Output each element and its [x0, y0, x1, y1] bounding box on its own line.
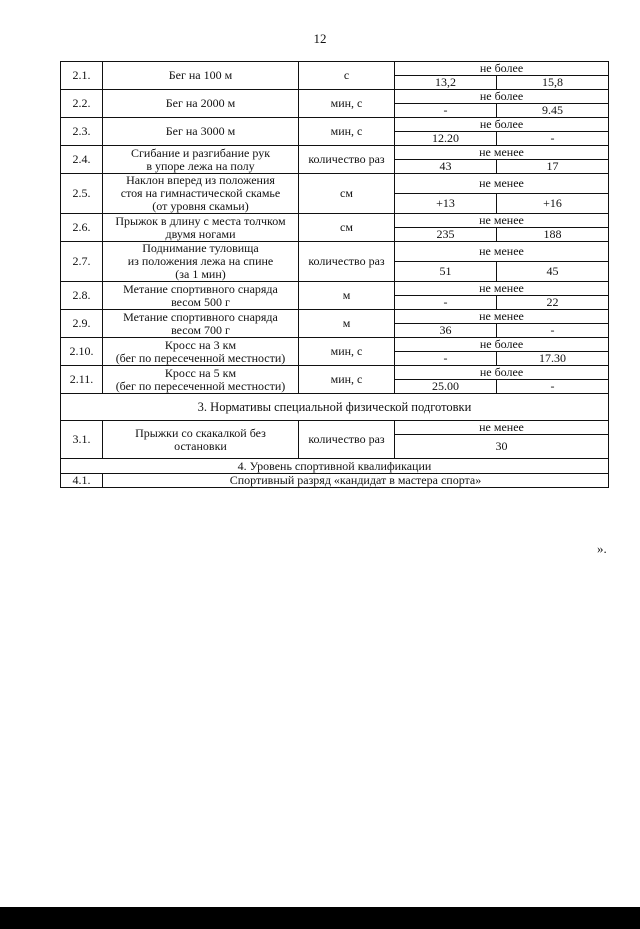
row-number: 2.8.: [61, 282, 103, 310]
page-number: 12: [313, 31, 327, 46]
qualification-text: Спортивный разряд «кандидат в мастера спорта»: [103, 474, 609, 488]
scan-bottom-bar: [0, 907, 640, 929]
row-number: 2.10.: [61, 338, 103, 366]
table-row: [61, 421, 609, 435]
value-female: -: [497, 132, 609, 146]
row-number: 2.6.: [61, 214, 103, 242]
table-row: [61, 474, 609, 488]
row-number: 2.11.: [61, 366, 103, 394]
value-female: 17.30: [497, 352, 609, 366]
unit-of-measure: мин, с: [299, 90, 395, 118]
value-male: 43: [395, 160, 497, 174]
value-female: +16: [497, 194, 609, 214]
exercise-name: Кросс на 5 км (бег по пересеченной местности): [103, 366, 299, 394]
exercise-name: Метание спортивного снаряда весом 500 г: [103, 282, 299, 310]
section-header-row: [61, 394, 609, 421]
value-male: -: [395, 104, 497, 118]
section-4-title: 4. Уровень спортивной квалификации: [61, 459, 609, 474]
value-male: 235: [395, 228, 497, 242]
row-number: 3.1.: [61, 421, 103, 459]
exercise-name: Бег на 3000 м: [103, 118, 299, 146]
unit-of-measure: количество раз: [299, 146, 395, 174]
table-row: [61, 338, 609, 352]
row-number: 2.3.: [61, 118, 103, 146]
unit-of-measure: м: [299, 310, 395, 338]
unit-of-measure: количество раз: [299, 421, 395, 459]
unit-of-measure: мин, с: [299, 118, 395, 146]
unit-of-measure: см: [299, 214, 395, 242]
unit-of-measure: количество раз: [299, 242, 395, 282]
unit-of-measure: мин, с: [299, 338, 395, 366]
norm-condition: не более: [395, 338, 609, 352]
unit-of-measure: см: [299, 174, 395, 214]
table-row: [61, 282, 609, 296]
value-male: 25.00: [395, 380, 497, 394]
row-number: 2.2.: [61, 90, 103, 118]
value-male: -: [395, 296, 497, 310]
value-female: -: [497, 324, 609, 338]
value-male: 51: [395, 262, 497, 282]
value-female: 15,8: [497, 76, 609, 90]
table-row: [61, 90, 609, 104]
exercise-name: Поднимание туловища из положения лежа на спине (за 1 мин): [103, 242, 299, 282]
table-row: [61, 366, 609, 380]
norm-condition: не более: [395, 118, 609, 132]
section-header-row: [61, 459, 609, 474]
standards-table: [60, 61, 609, 488]
table-row: [61, 118, 609, 132]
value-female: 22: [497, 296, 609, 310]
section-3-title: 3. Нормативы специальной физической подготовки: [61, 394, 609, 421]
value-female: 188: [497, 228, 609, 242]
norm-condition: не менее: [395, 421, 609, 435]
norm-condition: не менее: [395, 214, 609, 228]
value-female: 45: [497, 262, 609, 282]
exercise-name: Кросс на 3 км (бег по пересеченной местности): [103, 338, 299, 366]
row-number: 2.5.: [61, 174, 103, 214]
row-number: 2.9.: [61, 310, 103, 338]
exercise-name: Наклон вперед из положения стоя на гимнастической скамье (от уровня скамьи): [103, 174, 299, 214]
norm-condition: не менее: [395, 174, 609, 194]
table-row: [61, 146, 609, 160]
value-male: -: [395, 352, 497, 366]
value-female: -: [497, 380, 609, 394]
exercise-name: Прыжок в длину с места толчком двумя ногами: [103, 214, 299, 242]
table-row: [61, 214, 609, 228]
exercise-name: Метание спортивного снаряда весом 700 г: [103, 310, 299, 338]
table-row: [61, 242, 609, 262]
table-row: [61, 174, 609, 194]
norm-condition: не более: [395, 90, 609, 104]
value-combined: 30: [395, 435, 609, 459]
norm-condition: не более: [395, 366, 609, 380]
exercise-name: Бег на 100 м: [103, 62, 299, 90]
norm-condition: не менее: [395, 282, 609, 296]
unit-of-measure: мин, с: [299, 366, 395, 394]
exercise-name: Бег на 2000 м: [103, 90, 299, 118]
table-row: [61, 62, 609, 76]
value-male: +13: [395, 194, 497, 214]
unit-of-measure: с: [299, 62, 395, 90]
norm-condition: не менее: [395, 146, 609, 160]
table-row: [61, 310, 609, 324]
value-male: 12.20: [395, 132, 497, 146]
unit-of-measure: м: [299, 282, 395, 310]
row-number: 2.7.: [61, 242, 103, 282]
value-male: 13,2: [395, 76, 497, 90]
norm-condition: не менее: [395, 310, 609, 324]
value-female: 9.45: [497, 104, 609, 118]
closing-quote-mark: ».: [597, 541, 607, 556]
norm-condition: не более: [395, 62, 609, 76]
row-number: 4.1.: [61, 474, 103, 488]
exercise-name: Сгибание и разгибание рук в упоре лежа на полу: [103, 146, 299, 174]
value-male: 36: [395, 324, 497, 338]
norm-condition: не менее: [395, 242, 609, 262]
row-number: 2.4.: [61, 146, 103, 174]
value-female: 17: [497, 160, 609, 174]
row-number: 2.1.: [61, 62, 103, 90]
exercise-name: Прыжки со скакалкой без остановки: [103, 421, 299, 459]
